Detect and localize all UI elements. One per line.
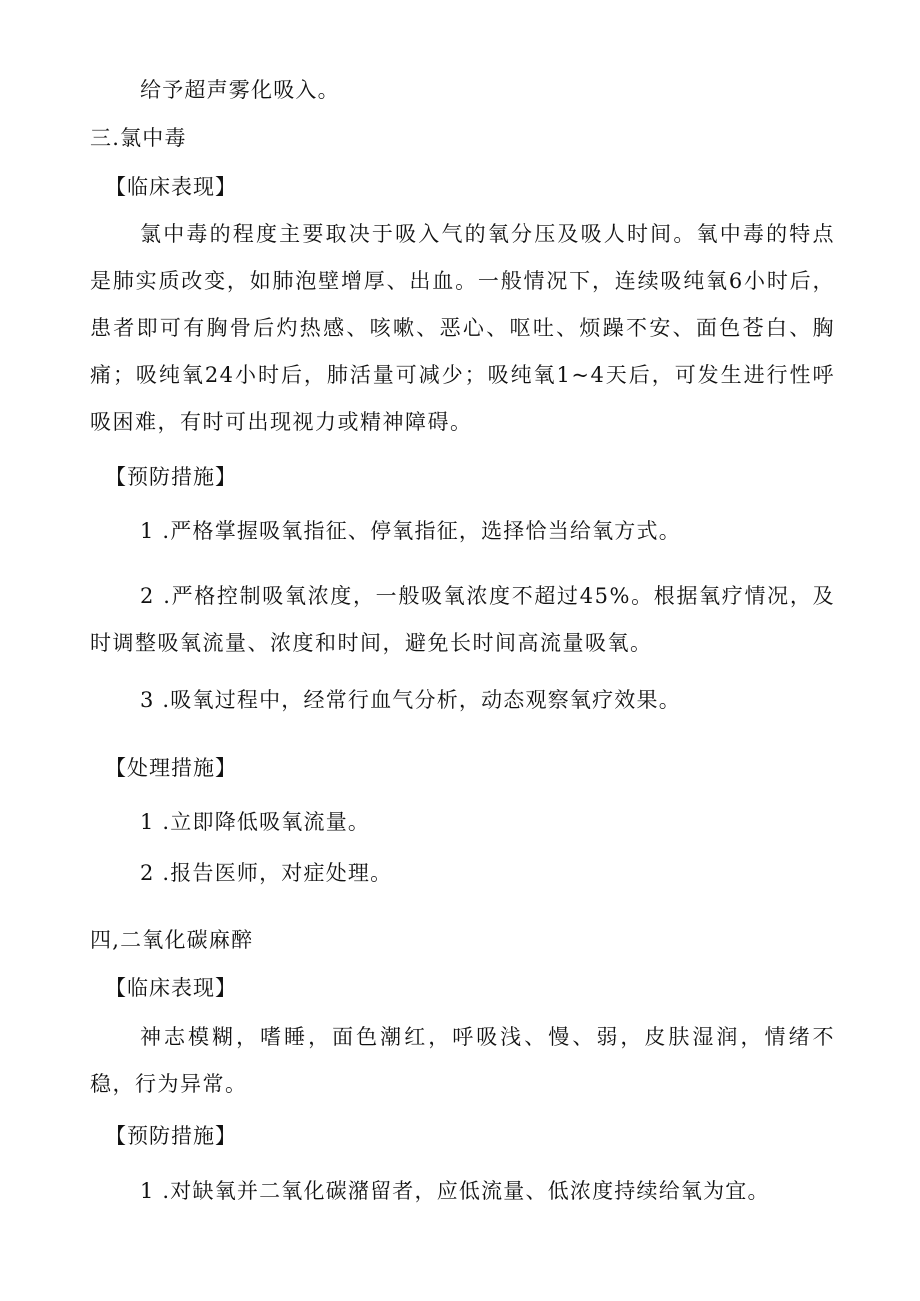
section-3-treatment-heading: 【处理措施】 <box>105 756 237 780</box>
section-3-treatment-item-2: 2 .报告医师，对症处理。 <box>140 861 393 885</box>
section-3-clinical-heading: 【临床表现】 <box>105 175 237 199</box>
section-4-title: 四,二氧化碳麻醉 <box>90 928 254 952</box>
section-3-prevention-item-1: 1 .严格掌握吸氧指征、停氧指征，选择恰当给氧方式。 <box>140 519 681 543</box>
section-3-prevention-heading: 【预防措施】 <box>105 465 237 489</box>
section-4-clinical-heading: 【临床表现】 <box>105 976 237 1000</box>
section-3-prevention-item-2: 2 .严格控制吸氧浓度，一般吸氧浓度不超过45%。根据氧疗情况，及时调整吸氧流量、浓度和时间，避免长时间高流量吸氧。 <box>90 584 835 655</box>
section-4-clinical-text: 神志模糊，嗜睡，面色潮红，呼吸浅、慢、弱，皮肤湿润，情绪不稳，行为异常。 <box>90 1025 835 1096</box>
intro-tail: 给予超声雾化吸入。 <box>140 78 340 102</box>
section-4-prevention-item-1: 1 .对缺氧并二氧化碳潴留者，应低流量、低浓度持续给氧为宜。 <box>140 1179 770 1203</box>
section-4-prevention-heading: 【预防措施】 <box>105 1124 237 1148</box>
section-3-treatment-item-1: 1 .立即降低吸氧流量。 <box>140 810 371 834</box>
section-3-title: 三.氯中毒 <box>90 126 187 150</box>
section-3-prevention-item-3: 3 .吸氧过程中，经常行血气分析，动态观察氧疗效果。 <box>140 688 681 712</box>
section-3-clinical-text: 氯中毒的程度主要取决于吸入气的氧分压及吸人时间。氧中毒的特点是肺实质改变，如肺泡壁增厚、出血。一般情况下，连续吸纯氧6小时后，患者即可有胸骨后灼热感、咳嗽、恶心、呕吐、烦躁不安、面色苍白、胸痛；吸纯氧24小时后，肺活量可减少；吸纯氧1~4天后，可发生进行性呼吸困难，有时可出现视力或精神障碍。 <box>90 222 835 434</box>
